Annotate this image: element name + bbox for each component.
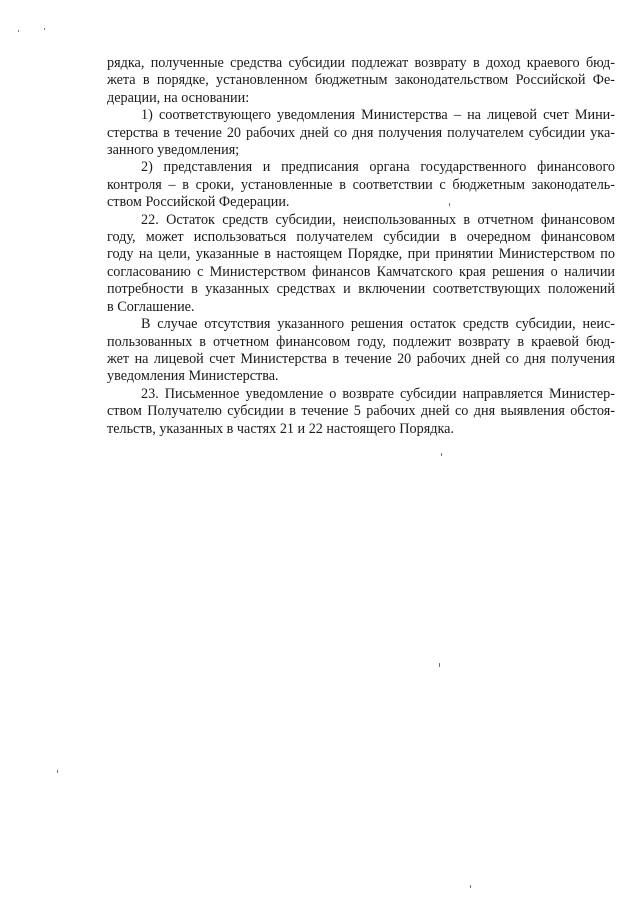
text-line: уведомления Министерства.: [107, 368, 279, 385]
text-line: стерства в течение 20 рабочих дней со дня получения получателем субсидии ука-: [107, 124, 615, 141]
text-line: согласованию с Министерством финансов Камчатского края решения о наличии: [107, 263, 615, 280]
scan-speck: [57, 770, 58, 773]
text-line: занного уведомления;: [107, 142, 240, 159]
text-line: жет на лицевой счет Министерства в течение 20 рабочих дней со дня получения: [107, 350, 615, 367]
text-line: году на цели, указанные в настоящем Порядке, при принятии Министерством по: [107, 246, 615, 263]
text-line: тельств, указанных в частях 21 и 22 настоящего Порядка.: [107, 420, 455, 437]
text-line: контроля – в сроки, установленные в соответствии с бюджетным законодатель-: [107, 176, 615, 193]
text-line: ством Получателю субсидии в течение 5 рабочих дней со дня выявления обстоя-: [107, 403, 615, 420]
text-line: в Соглашение.: [107, 298, 195, 315]
text-line: В случае отсутствия указанного решения остаток средств субсидии, неис-: [141, 316, 615, 333]
scan-speck: [441, 453, 442, 456]
scan-speck: [470, 885, 471, 888]
scan-speck: [18, 30, 19, 32]
scan-speck: [439, 663, 440, 667]
text-line: пользованных в отчетном финансовом году, подлежит возврату в краевой бюд-: [107, 333, 615, 350]
text-line: 2) представления и предписания органа государственного финансового: [141, 159, 615, 176]
text-line: ством Российской Федерации.: [107, 194, 290, 211]
text-line: дерации, на основании:: [107, 89, 250, 106]
text-line: потребности в указанных средствах и включении соответствующих положений: [107, 281, 615, 298]
text-line: 1) соответствующего уведомления Министерства – на лицевой счет Мини-: [141, 107, 615, 124]
text-line: рядка, полученные средства субсидии подлежат возврату в доход краевого бюд-: [107, 55, 615, 71]
scan-speck: [44, 28, 45, 30]
text-line: жета в порядке, установленном бюджетным законодательством Российской Фе-: [107, 72, 615, 89]
text-line: 23. Письменное уведомление о возврате субсидии направляется Министер-: [141, 385, 615, 402]
document-body-text: [107, 55, 615, 438]
text-line: году, может использоваться получателем субсидии в очередном финансовом: [107, 229, 615, 246]
text-line: 22. Остаток средств субсидии, неиспользованных в отчетном финансовом: [141, 211, 615, 228]
